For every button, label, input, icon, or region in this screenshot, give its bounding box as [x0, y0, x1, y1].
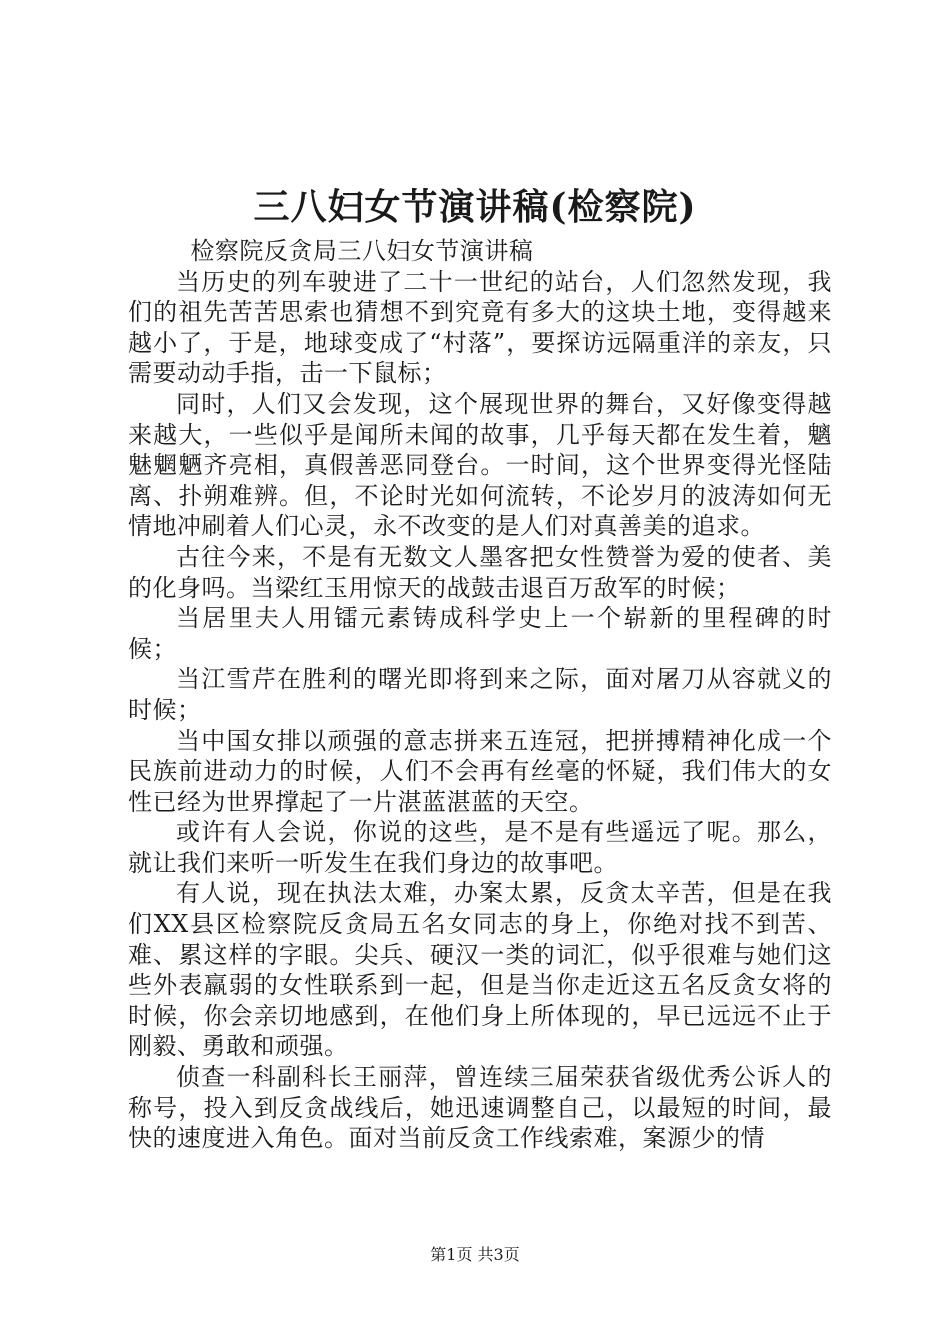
paragraph: 有人说，现在执法太难，办案太累，反贪太辛苦，但是在我们XX县区检察院反贪局五名女同志的身上，你绝对找不到苦、难、累这样的字眼。尖兵、硬汉一类的词汇，似乎很难与她们这些外表羸弱的女性联系到一起，但是当你走近这五名反贪女将的时候，你会亲切地感到，在他们身上所体现的，早已远远不止于刚毅、勇敢和顽强。 [128, 879, 832, 1061]
page-footer: 第1页 共3页 [430, 1245, 520, 1264]
paragraph: 或许有人会说，你说的这些，是不是有些遥远了呢。那么，就让我们来听一听发生在我们身边的故事吧。 [128, 818, 832, 877]
paragraph: 当历史的列车驶进了二十一世纪的站台，人们忽然发现，我们的祖先苦苦思索也猜想不到究竟有多大的这块土地，变得越来越小了，于是，地球变成了“村落”，要探访远隔重洋的亲友，只需要动动手指，击一下鼠标； [128, 267, 832, 388]
paragraph: 当中国女排以顽强的意志拼来五连冠，把拼搏精神化成一个民族前进动力的时候，人们不会再有丝毫的怀疑，我们伟大的女性已经为世界撑起了一片湛蓝湛蓝的天空。 [128, 726, 832, 816]
document-body [128, 236, 832, 1154]
paragraph: 当江雪芹在胜利的曙光即将到来之际，面对屠刀从容就义的时候； [128, 665, 832, 724]
document-title: 三八妇女节演讲稿(检察院) [253, 186, 697, 228]
paragraph: 同时，人们又会发现，这个展现世界的舞台，又好像变得越来越大，一些似乎是闻所未闻的故事，几乎每天都在发生着，魑魅魍魉齐亮相，真假善恶同登台。一时间，这个世界变得光怪陆离、扑朔难辨。但，不论时光如何流转，不论岁月的波涛如何无情地冲刷着人们心灵，永不改变的是人们对真善美的追求。 [128, 389, 832, 541]
paragraph: 当居里夫人用镭元素铸成科学史上一个崭新的里程碑的时候； [128, 604, 832, 663]
paragraph: 侦查一科副科长王丽萍，曾连续三届荣获省级优秀公诉人的称号，投入到反贪战线后，她迅速调整自己，以最短的时间，最快的速度进入角色。面对当前反贪工作线索难，案源少的情 [128, 1063, 832, 1153]
paragraph: 古往今来，不是有无数文人墨客把女性赞誉为爱的使者、美的化身吗。当梁红玉用惊天的战鼓击退百万敌军的时候； [128, 542, 832, 602]
paragraph-subtitle: 检察院反贪局三八妇女节演讲稿 [190, 237, 534, 265]
